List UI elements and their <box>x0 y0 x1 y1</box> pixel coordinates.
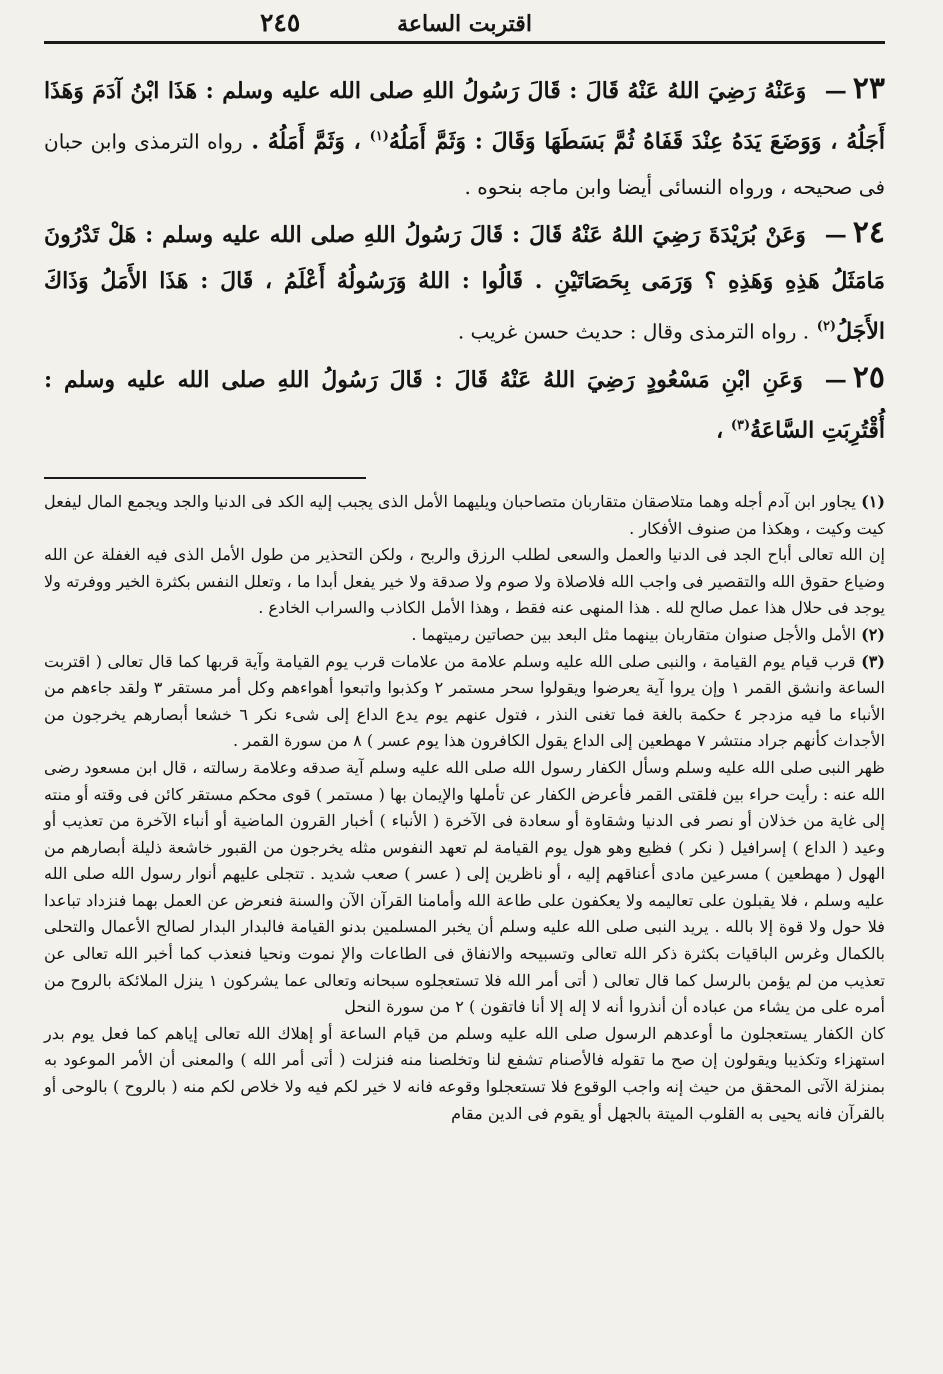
hadith-number: ٢٣ <box>852 71 885 106</box>
hadith-text: وَعَنْ بُرَيْدَةَ رَضِيَ اللهُ عَنْهُ قَالَ : قَالَ رَسُولُ اللهِ صلى الله عليه وسلم : هَلْ تَدْرُونَ مَامَثَلُ هَذِهِ وَهَذِهِ ؟ وَرَمَى بِحَصَاتَيْنِ . قَالُوا : اللهُ وَرَسُولُهُ أَعْلَمُ ، قَالَ : هَذَا الأَمَلُ وَذَاكَ الأَجَلُ <box>44 222 885 345</box>
footnote-text: قرب قيام يوم القيامة ، والنبى صلى الله عليه وسلم علامة من علامات قرب يوم القيامة وآية قربها كما قال تعالى ( اقتربت الساعة وانشق القمر ١ وإن يروا آية يعرضوا ويقولوا سحر مستمر ٢ وكذبوا واتبعوا أهواءهم وكل أمر مستقر ٣ ولقد جاءهم من الأنباء ما فيه مزدجر ٤ حكمة بالغة فما تغنى النذر ، فتول عنهم يوم يدع الداع إلى شىء نكر ٦ خشعا أبصارهم يخرجون من الأجداث كأنهم جراد منتشر ٧ مهطعين إلى الداع يقول الكافرون هذا يوم عسر ) ٨ من سورة القمر . <box>44 651 886 751</box>
footnote-text: ظهر النبى صلى الله عليه وسلم وسأل الكفار رسول الله صلى الله عليه وسلم آية صدقه وعلامة رسالته ، قال ابن مسعود رضى الله عنه : رأيت حراء بين فلقتى القمر فأعرض الكفار عن تأملها والإيمان بها ( مستمر ) قوى محكم مستقر كائن فى وقته أو منته إلى غاية من خذلان أو نصر فى الدنيا وشقاوة أو سعادة فى الآخرة ( الأنباء ) أخبار القرون الماضية أو أنباء الآخرة من تعذيب أو وعيد ( الداع ) إسرافيل ( نكر ) فظيع وهو هول يوم القيامة لم تعهد النفوس مثله يخرجون من القبور خاشعة ذليلة أبصارهم من الهول ( مهطعين ) مسرعين مادى أعناقهم إليه ، أو ناظرين إلى ( عسر ) صعب شديد . تتجلى عليهم أنوار رسول الله صلى الله عليه وسلم ، فلا يقبلون على تعاليمه ولا يعكفون على طاعة الله وأمامنا القرآن الآن والسنة فنعرض عن العمل بهما فنزداد تباعدا فلا حول ولا قوة إلا بالله . يريد النبى صلى الله عليه وسلم أن يخبر المسلمين بدنو القيامة فالبدار البدار لصالح الأعمال والتحلى بالكمال وغرس الباقيات بكثرة ذكر الله تعالى وتسبيحه والانفاق فى الطاعات والإ نموت ونحيا فنعذب كما أخبر الله تعالى عن تعذيب من لم يؤمن بالرسل كما قال تعالى ( أتى أمر الله فلا تستعجلوه سبحانه وتعالى عما يشركون ١ ينزل الملائكة بالروح من أمره على من يشاء من عباده أن أنذروا أنه لا إله إلا أنا فاتقون ) ٢ من سورة النحل <box>44 757 885 1017</box>
footnote-text: كان الكفار يستعجلون ما أوعدهم الرسول صلى الله عليه وسلم من قيام الساعة أو إهلاك الله تعالى إياهم كما فعل يوم بدر استهزاء وتكذيبا ويقولون إن صح ما تقوله فالأصنام تشفع لنا وتخلصنا منه فنزلت ( أتى أمر الله ) والمعنى أن الأمر الموعود به بمنزلة الآتى المحقق من حيث إنه واجب الوقوع فلا تستعجلوا وقوعه فانه لا خير لكم فيه ولا خلاص لكم منه ( بالروح ) بالوحى أو بالقرآن فانه يحيى به القلوب الميتة بالجهل أو يقوم فى الدين مقام <box>44 1023 885 1123</box>
footnote-text: يجاور ابن آدم أجله وهما متلاصقان متقاربان متصاحبان ويليهما الأمل الذى يجبب إليه الكد فى الدنيا والجد ويجمع المال ليفعل كيت وكيت ، وهكذا من صنوف الأفكار . <box>44 491 885 538</box>
hadith-text: وَعَنْهُ رَضِيَ اللهُ عَنْهُ قَالَ : قَالَ رَسُولُ اللهِ صلى الله عليه وسلم : هَذَا ابْنُ آدَمَ وَهَذَا أَجَلُهُ ، وَوَضَعَ يَدَهُ عِنْدَ قَفَاهُ ثُمَّ بَسَطَهَا وَقَالَ : وَثَمَّ أَمَلُهُ <box>44 78 885 155</box>
hadith-item: ٢٥— وَعَنِ ابْنِ مَسْعُودٍ رَضِيَ اللهُ عَنْهُ قَالَ : قَالَ رَسُولُ اللهِ صلى الله عليه وسلم : أُقْتُرِبَتِ السَّاعَةُ$^{(٣)}$ ، <box>44 359 885 443</box>
hadith-text-after: . رواه الترمذى وقال : حديث حسن غريب . <box>457 319 810 344</box>
footnote-number: (٣) <box>861 651 885 671</box>
footnote-reference: (٣) <box>730 417 751 433</box>
footnote <box>44 542 885 622</box>
footnote-text: الأمل والأجل صنوان متقاربان بينهما مثل البعد بين حصاتين رميتهما . <box>411 624 856 644</box>
hadith-source: رواه الترمذى وابن حبان فى صحيحه ، ورواه النسائى أيضا وابن ماجه بنحوه . <box>44 129 885 200</box>
footnote-reference: (٢) <box>816 319 837 335</box>
hadith-text: وَعَنِ ابْنِ مَسْعُودٍ رَضِيَ اللهُ عَنْهُ قَالَ : قَالَ رَسُولُ اللهِ صلى الله عليه وسلم : أُقْتُرِبَتِ السَّاعَةُ <box>44 366 885 443</box>
hadith-item: ٢٣— وَعَنْهُ رَضِيَ اللهُ عَنْهُ قَالَ : قَالَ رَسُولُ اللهِ صلى الله عليه وسلم : هَذَا ابْنُ آدَمَ وَهَذَا أَجَلُهُ ، وَوَضَعَ يَدَهُ عِنْدَ قَفَاهُ ثُمَّ بَسَطَهَا وَقَالَ : وَثَمَّ أَمَلُهُ$^{(١)}$ ، وَثَمَّ أَمَلُهُ . رواه الترمذى وابن حبان فى صحيحه ، ورواه النسائى أيضا وابن ماجه بنحوه . <box>44 71 885 200</box>
hadith-number: ٢٤ <box>852 215 885 251</box>
footnote-number: (١) <box>861 491 885 511</box>
footnote-number: (٢) <box>861 624 885 644</box>
footnote <box>44 489 885 542</box>
hadith-text-after: ، وَثَمَّ أَمَلُهُ . <box>251 128 361 155</box>
hadith-number: ٢٥ <box>852 359 885 395</box>
page-header <box>44 0 885 44</box>
page-number: ٢٤٥ <box>260 8 301 37</box>
hadith-text-after: ، <box>716 416 724 443</box>
footnotes <box>44 489 885 1127</box>
footnote-separator <box>44 477 366 479</box>
footnote <box>44 622 885 649</box>
chapter-title: اقتربت الساعة <box>397 11 532 37</box>
footnote <box>44 1021 885 1127</box>
footnote <box>44 755 885 1021</box>
hadith-item: ٢٤— وَعَنْ بُرَيْدَةَ رَضِيَ اللهُ عَنْهُ قَالَ : قَالَ رَسُولُ اللهِ صلى الله عليه وسلم : هَلْ تَدْرُونَ مَامَثَلُ هَذِهِ وَهَذِهِ ؟ وَرَمَى بِحَصَاتَيْنِ . قَالُوا : اللهُ وَرَسُولُهُ أَعْلَمُ ، قَالَ : هَذَا الأَمَلُ وَذَاكَ الأَجَلُ$^{(٢)}$ . رواه الترمذى وقال : حديث حسن غريب . <box>44 215 885 345</box>
footnote <box>44 649 885 755</box>
footnote-reference: (١) <box>369 129 389 144</box>
footnote-text: إن الله تعالى أباح الجد فى الدنيا والعمل والسعى لطلب الرزق والربح ، ولكن التحذير من طول الأمل الذى فيه الغفلة عن الله وضياع حقوق الله والتقصير فى واجب الله فلاصلاة ولا صوم ولا صدقة ولا خير يفعل أبدا ما ، وتعلل النفس بكثرة الخير ووفرته ولا يوجد فى حلال هذا عمل صالح لله . هذا المنهى عنه فقط ، وهذا الأمل الكاذب والسراب الخادع . <box>44 545 885 618</box>
hadith-list <box>44 66 885 453</box>
